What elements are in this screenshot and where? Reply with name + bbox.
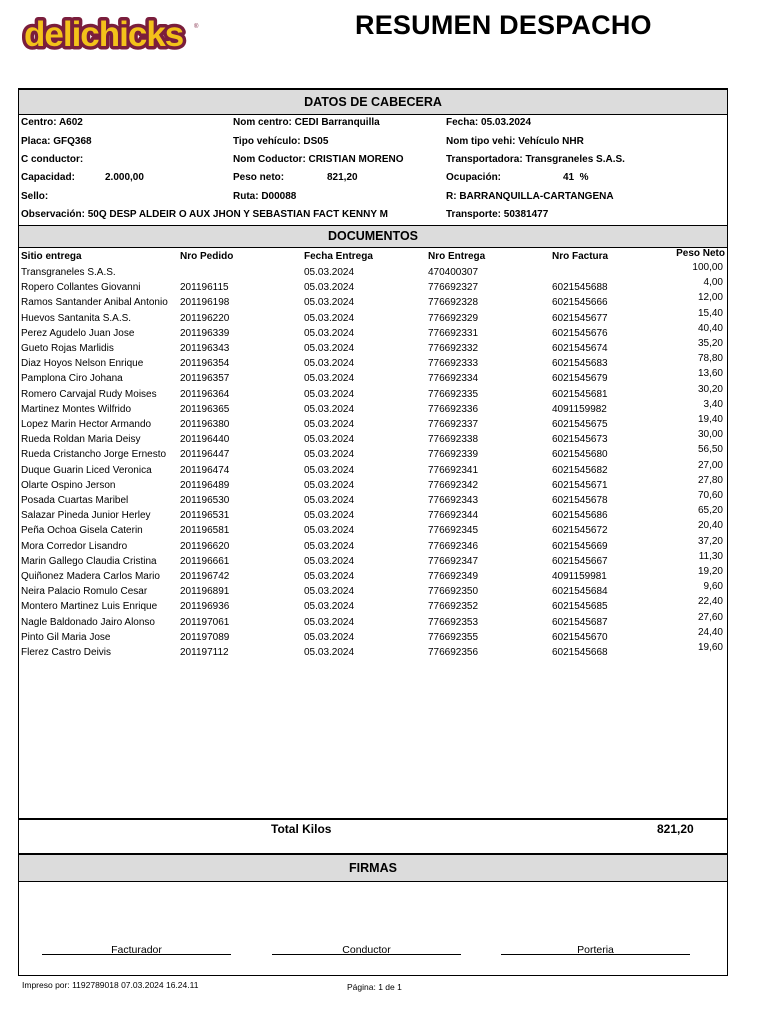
cell-fecha: 05.03.2024 (304, 388, 355, 400)
cell-fecha: 05.03.2024 (304, 267, 355, 278)
cell-fecha: 05.03.2024 (304, 282, 355, 294)
cell-sitio: Posada Cuartas Maribel (21, 495, 129, 506)
cell-factura: 6021545671 (552, 479, 608, 491)
cell-pedido: 201196339 (180, 327, 230, 339)
cell-entrega: 776692353 (428, 616, 479, 628)
cell-peso: 19,20 (697, 566, 723, 577)
ocupacion-value: 41 % (563, 172, 589, 183)
cell-entrega: 776692345 (428, 525, 479, 537)
cell-factura: 6021545666 (552, 297, 608, 309)
cell-factura: 4091159981 (552, 571, 607, 582)
cell-peso: 65,20 (697, 505, 723, 517)
cell-entrega: 776692339 (428, 449, 479, 461)
cell-sitio: Neira Palacio Romulo Cesar (21, 586, 148, 598)
cell-entrega: 776692347 (428, 555, 479, 567)
cell-sitio: Ropero Collantes Giovanni (21, 282, 141, 294)
fecha-field: Fecha: 05.03.2024 (446, 117, 532, 128)
sello-field: Sello: (21, 191, 49, 202)
cell-entrega: 776692349 (428, 571, 479, 582)
cell-peso: 27,80 (697, 474, 723, 486)
cell-factura: 6021545677 (552, 312, 608, 324)
tipo-vehiculo-field: Tipo vehículo: DS05 (233, 136, 329, 147)
cell-entrega: 776692343 (428, 495, 479, 506)
cell-fecha: 05.03.2024 (304, 540, 355, 552)
capacidad-label: Capacidad: (21, 172, 75, 183)
cell-fecha: 05.03.2024 (304, 327, 355, 339)
cell-peso: 35,20 (697, 338, 723, 349)
documents-section-band (19, 225, 727, 248)
cell-peso: 27,60 (697, 611, 723, 623)
cell-pedido: 201196115 (180, 282, 229, 294)
cell-entrega: 776692332 (428, 343, 479, 354)
cell-pedido: 201196440 (180, 434, 230, 446)
cell-fecha: 05.03.2024 (304, 555, 355, 567)
documents-section-title: DOCUMENTOS (327, 229, 419, 243)
cell-peso: 40,40 (697, 322, 723, 334)
cell-entrega: 776692350 (428, 586, 479, 598)
cell-factura: 6021545673 (552, 434, 608, 446)
header-section-band (19, 89, 727, 115)
cell-factura: 6021545670 (552, 631, 608, 643)
cell-sitio: Peña Ochoa Gisela Caterin (21, 525, 143, 537)
nom-tipo-vehi-field: Nom tipo vehi: Vehículo NHR (446, 136, 584, 147)
cell-peso: 12,00 (697, 292, 723, 304)
cell-entrega: 776692338 (428, 434, 479, 446)
cell-pedido: 201196742 (180, 571, 230, 582)
cell-entrega: 776692329 (428, 312, 479, 324)
cell-factura: 6021545685 (552, 601, 608, 613)
cell-fecha: 05.03.2024 (304, 571, 355, 582)
cell-peso: 22,40 (697, 596, 723, 608)
cell-pedido: 201196354 (180, 358, 230, 370)
signatures-section-band (19, 854, 727, 882)
registered-mark: ® (194, 24, 199, 30)
column-header-factura: Nro Factura (552, 251, 609, 262)
cell-fecha: 05.03.2024 (304, 464, 355, 476)
cell-fecha: 05.03.2024 (304, 403, 355, 415)
cell-sitio: Salazar Pineda Junior Herley (21, 510, 151, 522)
peso-neto-label: Peso neto: (233, 172, 285, 183)
header-section-title: DATOS DE CABECERA (304, 95, 442, 109)
cell-peso: 19,60 (697, 642, 723, 653)
total-divider-top (19, 818, 727, 820)
cell-entrega: 776692335 (428, 388, 479, 400)
cell-entrega: 776692336 (428, 403, 479, 415)
column-header-peso: Peso Neto (676, 248, 725, 259)
cell-fecha: 05.03.2024 (304, 343, 355, 354)
placa-field: Placa: GFQ368 (21, 136, 92, 147)
cell-peso: 11,30 (698, 550, 723, 562)
logo-wordmark: delichicks (24, 15, 184, 54)
capacidad-value: 2.000,00 (105, 172, 144, 183)
cell-fecha: 05.03.2024 (304, 419, 355, 430)
ruta-descripcion-field: R: BARRANQUILLA-CARTANGENA (446, 191, 614, 202)
cell-pedido: 201196343 (180, 343, 230, 354)
cell-sitio: Quiñonez Madera Carlos Mario (21, 571, 160, 582)
cell-pedido: 201196198 (180, 297, 230, 309)
cell-pedido: 201196474 (180, 464, 230, 476)
column-header-pedido: Nro Pedido (180, 251, 234, 262)
cell-entrega: 776692346 (428, 540, 479, 552)
cell-pedido: 201196530 (180, 495, 230, 506)
cell-entrega: 470400307 (428, 267, 479, 278)
cell-sitio: Montero Martinez Luis Enrique (21, 601, 158, 613)
column-header-sitio: Sitio entrega (21, 251, 82, 262)
cell-sitio: Duque Guarin Liced Veronica (21, 464, 152, 476)
cell-sitio: Transgraneles S.A.S. (21, 267, 116, 278)
total-value: 821,20 (657, 822, 694, 836)
cell-pedido: 201196364 (180, 388, 230, 400)
cell-entrega: 776692352 (428, 601, 479, 613)
cell-sitio: Perez Agudelo Juan Jose (21, 327, 135, 339)
cell-entrega: 776692333 (428, 358, 479, 370)
cell-pedido: 201196620 (180, 540, 230, 552)
cell-fecha: 05.03.2024 (304, 601, 355, 613)
cell-fecha: 05.03.2024 (304, 312, 355, 324)
cell-peso: 9,60 (703, 581, 723, 593)
cell-factura: 6021545679 (552, 373, 608, 385)
logo-graphic (22, 8, 202, 58)
cell-factura: 6021545667 (552, 555, 608, 567)
cell-peso: 56,50 (697, 444, 723, 456)
cell-pedido: 201196661 (180, 555, 230, 567)
cell-fecha: 05.03.2024 (304, 358, 355, 370)
cell-peso: 30,00 (697, 429, 723, 441)
cell-sitio: Rueda Cristancho Jorge Ernesto (21, 449, 167, 461)
cell-sitio: Huevos Santanita S.A.S. (21, 312, 132, 324)
cell-sitio: Marin Gallego Claudia Cristina (21, 555, 157, 567)
cell-factura: 6021545682 (552, 464, 608, 476)
cell-entrega: 776692334 (428, 373, 479, 385)
total-label: Total Kilos (271, 822, 332, 836)
transportadora-field: Transportadora: Transgraneles S.A.S. (446, 154, 625, 165)
cell-peso: 4,00 (703, 277, 723, 289)
cell-entrega: 776692327 (428, 282, 479, 294)
peso-neto-value: 821,20 (327, 172, 358, 183)
nom-centro-field: Nom centro: CEDI Barranquilla (233, 117, 380, 128)
ocupacion-label: Ocupación: (446, 172, 502, 183)
signatures-section-title: FIRMAS (349, 861, 397, 875)
facturador-label: Facturador (111, 944, 162, 956)
cell-sitio: Nagle Baldonado Jairo Alonso (21, 616, 155, 628)
cell-pedido: 201196581 (180, 525, 230, 537)
cell-peso: 3,40 (703, 398, 723, 410)
cell-sitio: Ramos Santander Anibal Antonio (21, 297, 168, 309)
cell-peso: 24,40 (697, 626, 723, 638)
cell-entrega: 776692341 (428, 464, 479, 476)
cell-pedido: 201196936 (180, 601, 230, 613)
cell-factura: 6021545680 (552, 449, 608, 461)
cell-factura: 6021545683 (552, 358, 608, 370)
cell-entrega: 776692342 (428, 479, 479, 491)
c-conductor-field: C conductor: (21, 154, 84, 165)
cell-factura: 6021545669 (552, 540, 608, 552)
cell-sitio: Rueda Roldan Maria Deisy (21, 434, 141, 446)
cell-entrega: 776692331 (428, 327, 479, 339)
cell-pedido: 201197061 (180, 616, 230, 628)
cell-sitio: Pamplona Ciro Johana (21, 373, 123, 385)
dispatch-summary-frame (18, 88, 728, 976)
cell-factura: 6021545686 (552, 510, 608, 522)
cell-sitio: Martinez Montes Wilfrido (21, 403, 132, 415)
cell-factura: 6021545678 (552, 495, 608, 506)
cell-sitio: Romero Carvajal Rudy Moises (21, 388, 157, 400)
cell-pedido: 201196220 (180, 312, 230, 324)
cell-sitio: Olarte Ospino Jerson (21, 479, 116, 491)
cell-fecha: 05.03.2024 (304, 449, 355, 461)
cell-peso: 13,60 (697, 368, 723, 380)
cell-sitio: Flerez Castro Deivis (21, 647, 112, 658)
cell-sitio: Mora Corredor Lisandro (21, 540, 128, 552)
cell-pedido: 201197089 (180, 631, 230, 643)
cell-factura: 6021545676 (552, 327, 608, 339)
cell-fecha: 05.03.2024 (304, 495, 355, 506)
delichicks-logo (22, 8, 202, 58)
cell-fecha: 05.03.2024 (304, 479, 355, 491)
cell-peso: 30,20 (697, 383, 723, 395)
ruta-field: Ruta: D00088 (233, 191, 297, 202)
cell-pedido: 201196365 (180, 403, 230, 415)
cell-pedido: 201196357 (180, 373, 230, 385)
cell-sitio: Lopez Marin Hector Armando (21, 419, 152, 430)
cell-factura: 6021545687 (552, 616, 608, 628)
porteria-label: Porteria (577, 944, 614, 956)
cell-peso: 37,20 (697, 535, 723, 547)
cell-factura: 6021545684 (552, 586, 608, 598)
cell-fecha: 05.03.2024 (304, 297, 355, 309)
cell-pedido: 201196447 (180, 449, 230, 461)
cell-entrega: 776692355 (428, 631, 479, 643)
cell-sitio: Diaz Hoyos Nelson Enrique (21, 358, 144, 370)
cell-pedido: 201197112 (180, 647, 229, 658)
cell-peso: 19,40 (697, 414, 723, 425)
cell-pedido: 201196489 (180, 479, 230, 491)
cell-entrega: 776692356 (428, 647, 479, 658)
cell-sitio: Pinto Gil Maria Jose (21, 631, 111, 643)
cell-factura: 6021545674 (552, 343, 608, 354)
cell-pedido: 201196380 (180, 419, 230, 430)
cell-peso: 15,40 (697, 307, 723, 319)
observacion-field: Observación: 50Q DESP ALDEIR O AUX JHON Y SEBASTIAN FACT KENNY M (21, 209, 388, 220)
cell-peso: 20,40 (697, 520, 723, 532)
cell-factura: 6021545675 (552, 419, 608, 430)
centro-field: Centro: A602 (21, 117, 83, 128)
cell-fecha: 05.03.2024 (304, 647, 355, 658)
cell-peso: 78,80 (697, 353, 723, 365)
column-header-fecha: Fecha Entrega (304, 251, 373, 262)
cell-factura: 6021545672 (552, 525, 608, 537)
cell-fecha: 05.03.2024 (304, 616, 355, 628)
cell-factura: 6021545668 (552, 647, 608, 658)
cell-entrega: 776692328 (428, 297, 479, 309)
page-title: RESUMEN DESPACHO (355, 10, 652, 40)
cell-factura: 6021545688 (552, 282, 608, 294)
cell-fecha: 05.03.2024 (304, 525, 355, 537)
cell-peso: 70,60 (697, 490, 723, 501)
cell-fecha: 05.03.2024 (304, 510, 355, 522)
conductor-label: Conductor (342, 944, 391, 956)
cell-fecha: 05.03.2024 (304, 631, 355, 643)
cell-sitio: Gueto Rojas Marlidis (21, 343, 114, 354)
cell-fecha: 05.03.2024 (304, 434, 355, 446)
cell-factura: 6021545681 (552, 388, 608, 400)
cell-peso: 27,00 (697, 459, 723, 471)
cell-fecha: 05.03.2024 (304, 586, 355, 598)
cell-pedido: 201196891 (180, 586, 230, 598)
column-header-entrega: Nro Entrega (428, 251, 486, 262)
nom-conductor-field: Nom Coductor: CRISTIAN MORENO (233, 154, 404, 165)
cell-pedido: 201196531 (180, 510, 230, 522)
cell-fecha: 05.03.2024 (304, 373, 355, 385)
page-number: Página: 1 de 1 (347, 982, 402, 992)
cell-factura: 4091159982 (552, 403, 607, 415)
cell-entrega: 776692337 (428, 419, 479, 430)
cell-peso: 100,00 (692, 262, 723, 273)
transporte-field: Transporte: 50381477 (446, 209, 549, 220)
printed-by: Impreso por: 1192789018 07.03.2024 16.24.11 (22, 980, 199, 990)
cell-entrega: 776692344 (428, 510, 479, 522)
